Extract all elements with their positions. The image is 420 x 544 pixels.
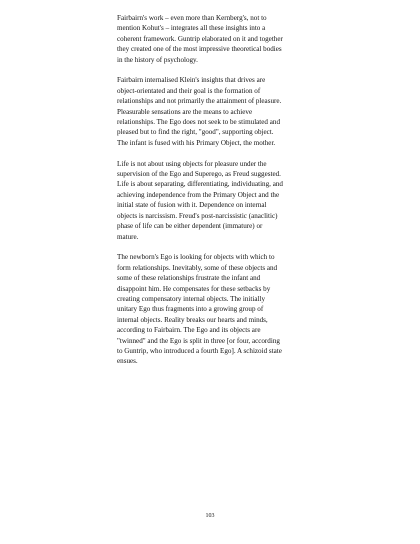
text-line: coherent framework. Guntrip elaborated on it and together [117, 34, 283, 43]
text-line: objects is narcissism. Freud's post-narcissistic (anaclitic) [117, 211, 278, 220]
text-line: Life is not about using objects for pleasure under the [117, 159, 267, 168]
text-line: object-orientated and their goal is the formation of [117, 86, 261, 95]
text-line: relationships. The Ego does not seek to be stimulated and [117, 118, 280, 127]
paragraph-4 [117, 252, 322, 366]
text-line: form relationships. Inevitably, some of these objects and [117, 263, 278, 272]
text-line: internal objects. Reality breaks our hearts and minds, [117, 315, 268, 324]
page-number: 103 [205, 513, 215, 519]
text-line: achieving independence from the Primary Object and the [117, 190, 280, 199]
text-line: to Guntrip, who introduced a fourth Ego]. A schizoid state [117, 346, 282, 355]
text-line: they created one of the most impressive theoretical bodies [117, 45, 282, 54]
text-line: phase of life can be either dependent (immature) or [117, 222, 263, 231]
text-line: Pleasurable sensations are the means to achieve [117, 107, 253, 116]
paragraph-3 [117, 159, 322, 242]
text-line: Fairbairn internalised Klein's insights that drives are [117, 76, 266, 85]
text-line: Life is about separating, differentiating, individuating, and [117, 180, 283, 189]
body-text [117, 13, 322, 377]
text-line: initial state of fusion with it. Dependence on internal [117, 201, 267, 210]
text-line: The infant is fused with his Primary Object, the mother. [117, 138, 276, 147]
text-line: mention Kohut's – integrates all these insights into a [117, 24, 266, 33]
text-line: ensues. [117, 357, 138, 366]
text-line: supervision of the Ego and Superego, as Freud suggested. [117, 170, 281, 179]
text-line: some of these relationships frustrate the infant and [117, 274, 261, 283]
text-line: creating compensatory internal objects. The initially [117, 294, 266, 303]
paragraph-2 [117, 75, 322, 148]
text-line: in the history of psychology. [117, 55, 198, 64]
text-line: mature. [117, 232, 139, 241]
text-line: unitary Ego thus fragments into a growing group of [117, 305, 264, 314]
text-line: disappoint him. He compensates for these setbacks by [117, 284, 271, 293]
text-line: "twinned" and the Ego is split in three [or four, according [117, 336, 280, 345]
text-line: relationships and not primarily the attainment of pleasure. [117, 97, 282, 106]
paragraph-1 [117, 13, 322, 65]
text-line: pleased but to find the right, "good", supporting object. [117, 128, 274, 137]
text-line: according to Fairbairn. The Ego and its objects are [117, 326, 261, 335]
text-line: The newborn's Ego is looking for objects with which to [117, 253, 275, 262]
text-line: Fairbairn's work – even more than Kernberg's, not to [117, 14, 267, 22]
